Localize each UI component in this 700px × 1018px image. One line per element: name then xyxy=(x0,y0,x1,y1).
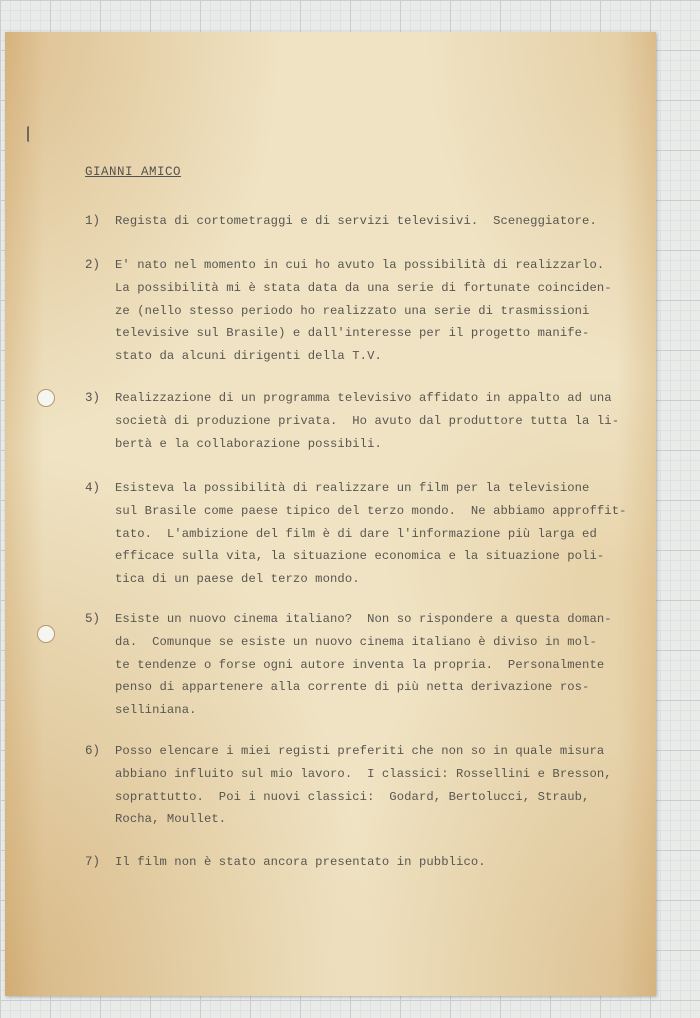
item-number: 4) xyxy=(85,481,101,495)
answer-line: tato. L'ambizione del film è di dare l'informazione più larga ed xyxy=(115,526,597,541)
answer-line: Regista di cortometraggi e di servizi televisivi. Sceneggiatore. xyxy=(115,214,597,228)
answer-line: efficace sulla vita, la situazione economica e la situazione poli- xyxy=(115,549,605,564)
answer-line: Rocha, Moullet. xyxy=(115,812,227,827)
answer-item-5 xyxy=(85,608,645,722)
author-heading: GIANNI AMICO xyxy=(85,165,182,179)
answer-line: stato da alcuni dirigenti della T.V. xyxy=(115,349,382,364)
answer-line: La possibilità mi è stata data da una serie di fortunate coinciden- xyxy=(115,280,612,295)
answer-line: E' nato nel momento in cui ho avuto la possibilità di realizzarlo. xyxy=(115,258,605,272)
answer-line: Posso elencare i miei registi preferiti che non so in quale misura xyxy=(115,744,605,758)
pencil-mark xyxy=(27,126,32,142)
answer-line: sul Brasile come paese tipico del terzo mondo. Ne abbiamo approffit- xyxy=(115,503,627,518)
punch-hole xyxy=(37,625,55,643)
answer-line: da. Comunque se esiste un nuovo cinema italiano è diviso in mol- xyxy=(115,634,597,649)
answer-line: bertà e la collaborazione possibili. xyxy=(115,436,382,451)
item-number: 6) xyxy=(85,744,101,758)
answer-line: società di produzione privata. Ho avuto dal produttore tutta la li- xyxy=(115,413,620,428)
answer-line: Esiste un nuovo cinema italiano? Non so rispondere a questa doman- xyxy=(115,612,612,626)
punch-hole xyxy=(37,389,55,407)
answer-line: te tendenze o forse ogni autore inventa la propria. Personalmente xyxy=(115,657,605,672)
answer-line: penso di appartenere alla corrente di più netta derivazione ros- xyxy=(115,680,590,695)
item-number: 7) xyxy=(85,855,101,869)
answer-line: Esisteva la possibilità di realizzare un film per la televisione xyxy=(115,481,590,495)
answer-line: ze (nello stesso periodo ho realizzato una serie di trasmissioni xyxy=(115,303,590,318)
item-number: 3) xyxy=(85,391,101,405)
answer-item-3 xyxy=(85,387,645,455)
answer-line: abbiano influito sul mio lavoro. I classici: Rossellini e Bresson, xyxy=(115,766,612,781)
answer-item-1 xyxy=(85,210,645,233)
answer-line: soprattutto. Poi i nuovi classici: Godard, Bertolucci, Straub, xyxy=(115,789,590,804)
item-number: 5) xyxy=(85,612,101,626)
answer-item-2 xyxy=(85,254,645,368)
item-number: 1) xyxy=(85,214,101,228)
answer-line: selliniana. xyxy=(115,703,197,718)
item-number: 2) xyxy=(85,258,101,272)
answer-item-7 xyxy=(85,851,645,874)
answer-line: Realizzazione di un programma televisivo affidato in appalto ad una xyxy=(115,391,612,405)
answer-line: Il film non è stato ancora presentato in pubblico. xyxy=(115,855,486,869)
answer-line: tica di un paese del terzo mondo. xyxy=(115,572,360,587)
answer-item-6 xyxy=(85,740,645,831)
answer-line: televisive sul Brasile) e dall'interesse per il progetto manife- xyxy=(115,326,590,341)
answer-item-4 xyxy=(85,477,645,591)
